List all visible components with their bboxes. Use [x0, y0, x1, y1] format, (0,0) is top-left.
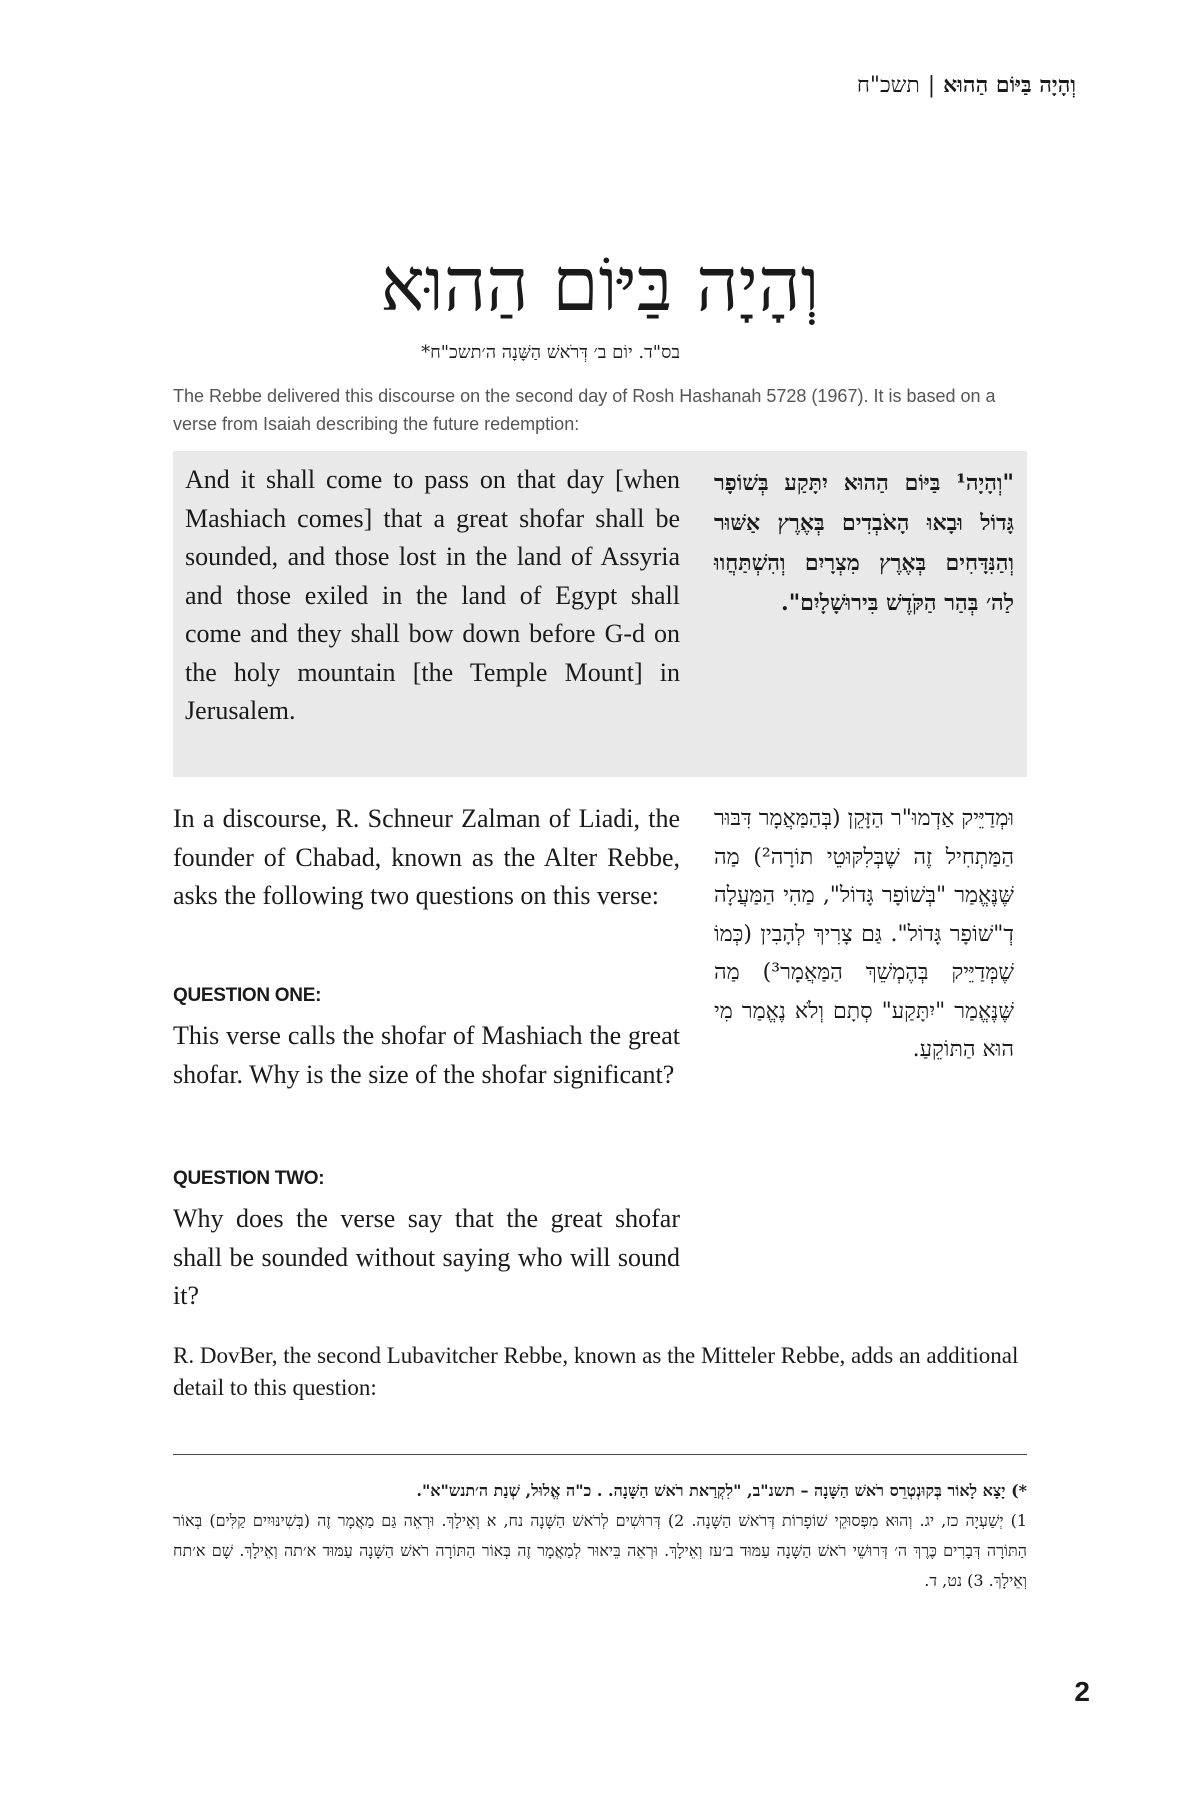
footnote-star: *) יָצָא לָאוֹר בְּקוּנְטְרֵס רֹאשׁ הַשָּׁנָה – תשנ"ב, "לִקְרַאת רֹאשׁ הַשָּׁנָה. . כ"ה אֱלוּל, שְׁנַת ה׳תנש"א". — [416, 1481, 1027, 1500]
body-paragraph-1: In a discourse, R. Schneur Zalman of Liadi, the founder of Chabad, known as the Alter Rebbe, asks the following two questions on this verse: — [173, 804, 680, 910]
question-two-heading: QUESTION TWO: — [173, 1168, 325, 1189]
running-head-year: תשכ"ח — [856, 73, 920, 98]
body-paragraph-2: R. DovBer, the second Lubavitcher Rebbe, known as the Mitteler Rebbe, adds an additional detail to this question: — [173, 1343, 1019, 1400]
hebrew-column: וּמְדַיֵּיק אַדְמוּ"ר הַזָּקֵן (בְּהַמַּאֲמָר דִּבּוּר הַמַּתְחִיל זֶה שֶׁבְּלִקּוּטֵי תוֹרָה²) מַה שֶּׁנֶּאֱמַר "בְּשׁוֹפָר גָּדוֹל", מַהִי הַמַּעֲלָה דְ"שׁוֹפָר גָּדוֹל". גַּם צָרִיךְ לְהָבִין (כְּמוֹ שֶׁמְּדַיֵּיק בְּהֶמְשֵׁךְ הַמַּאֲמָר³) מַה שֶּׁנֶּאֱמַר "יִתָּקַע" סְתָם וְלֹא נֶאֱמַר מִי הוּא הַתּוֹקֵעַ. — [714, 806, 1014, 1062]
question-two-text: Why does the verse say that the great shofar shall be sounded without saying who will sound it? — [173, 1204, 680, 1310]
question-one-heading: QUESTION ONE: — [173, 985, 322, 1006]
running-head-separator: | — [927, 73, 936, 98]
footnote-divider — [173, 1454, 1027, 1455]
intro-paragraph: The Rebbe delivered this discourse on the second day of Rosh Hashanah 5728 (1967). It is based on a verse from Isaiah describing the future redemption: — [173, 386, 996, 434]
running-head — [857, 72, 1076, 98]
verse-hebrew: "וְהָיָה¹ בַּיּוֹם הַהוּא יִתָּקַע בְּשׁוֹפָר גָּדוֹל וּבָאוּ הָאֹבְדִים בְּאֶרֶץ אַשּׁוּר וְהַנִּדָּחִים בְּאֶרֶץ מִצְרָיִם וְהִשְׁתַּחֲווּ לַה׳ בְּהַר הַקֹּדֶשׁ בִּירוּשָׁלָיִם". — [714, 470, 1014, 616]
footnotes-numbered: 1) יְשַׁעְיָה כז, יג. וְהוּא מִפְּסוּקֵי שׁוֹפָרוֹת דְּרֹאשׁ הַשָּׁנָה. 2) דְּרוּשִׁים לְרֹאשׁ הַשָּׁנָה נח, א וְאֵילָךְ. וּרְאֵה גַּם מַאֲמָר זֶה (בְּשִׁינּוּיִים קַלִּים) בְּאוֹר הַתּוֹרָה דְּבָרִים כֶּרֶךְ ה׳ דְּרוּשֵׁי רֹאשׁ הַשָּׁנָה עַמּוּד ב׳עז וְאֵילָךְ. וּרְאֵה בֵּיאוּר לְמַאֲמָר זֶה בְּאוֹר הַתּוֹרָה רֹאשׁ הַשָּׁנָה עַמּוּד א׳תה וְאֵילָךְ. שָׁם א׳תח וְאֵילָךְ. 3) נט, ד. — [173, 1511, 1028, 1590]
page-title: וְהָיָה בַּיּוֹם הַהוּא — [380, 242, 820, 328]
question-one-text: This verse calls the shofar of Mashiach the great shofar. Why is the size of the shofar significant? — [173, 1021, 680, 1089]
verse-english: And it shall come to pass on that day [when Mashiach comes] that a great shofar shall be sounded, and those lost in the land of Assyria and those exiled in the land of Egypt shall come and they shall bow down before G-d on the holy mountain [the Temple Mount] in Jerusalem. — [185, 465, 680, 725]
page-number: 2 — [1074, 1676, 1090, 1707]
dateline: בס"ד. יוֹם ב׳ דְּרֹאשׁ הַשָּׁנָה ה׳תשכ"ח* — [421, 342, 680, 363]
running-head-title: וְהָיָה בַּיּוֹם הַהוּא — [943, 72, 1076, 98]
